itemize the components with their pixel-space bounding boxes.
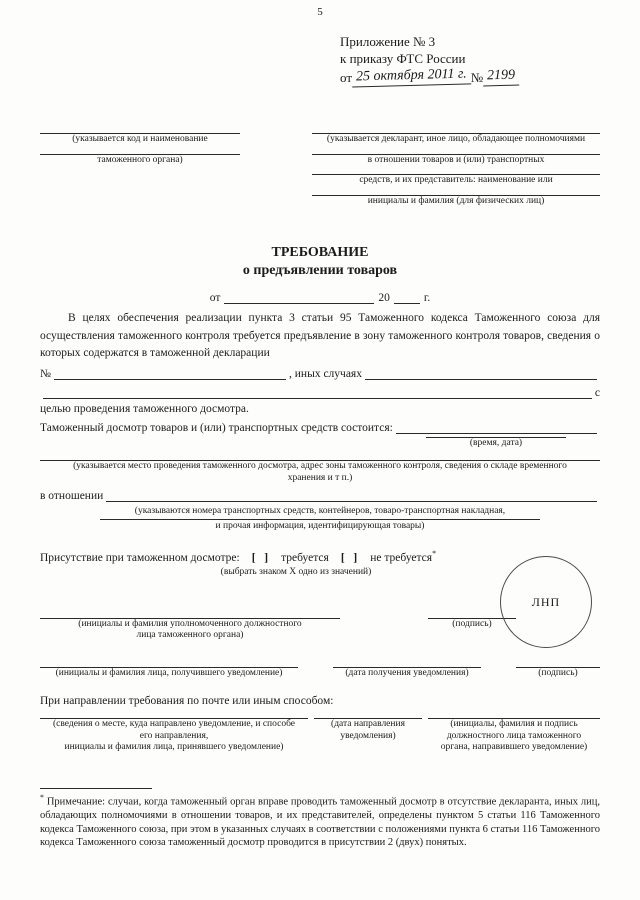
blank-document-year[interactable] (394, 291, 420, 304)
page-number: 5 (317, 6, 323, 18)
option-required-label: требуется (281, 551, 329, 564)
mail-destination-caption-1: (сведения о месте, куда направлено уведомление, и способе (52, 719, 295, 730)
presence-label: Присутствие при таможенном досмотре: (40, 551, 240, 564)
stamp-label: ЛНП (531, 594, 561, 609)
other-cases-label: , иных случаях (289, 367, 362, 380)
customs-authority-field (40, 132, 240, 214)
regarding-label: в отношении (40, 489, 104, 502)
place-caption-line-1: (указывается место проведения таможенного досмотра, адрес зоны таможенного контроля, сведения о складе временного (73, 461, 567, 472)
recipient-signature-caption: (подпись) (538, 667, 578, 678)
document-date-row (40, 291, 600, 304)
order-date-handwritten: 25 октября 2011 г. (352, 66, 471, 88)
footnote-mark: * (40, 793, 44, 803)
number-sign: № (470, 69, 484, 85)
purpose-trailing-word: с (594, 386, 600, 399)
official-name-caption-2: лица таможенного органа) (136, 630, 244, 641)
blank-other-cases[interactable] (365, 367, 597, 380)
official-signature-caption: (подпись) (452, 618, 492, 629)
official-name-caption-1: (инициалы и фамилия уполномоченного должностного (78, 618, 302, 629)
recipient-name-caption: (инициалы и фамилия лица, получившего уведомление) (55, 667, 283, 678)
mail-official-caption-1: (инициалы, фамилия и подпись (450, 719, 578, 730)
top-annotation-fields (40, 132, 600, 214)
date-year-suffix: г. (423, 292, 431, 305)
date-from-label: от (209, 292, 221, 305)
appendix-title: Приложение № 3 (340, 34, 436, 49)
option-not-required-label: не требуется* (370, 548, 437, 564)
regarding-caption-1: (указываются номера транспортных средств, контейнеров, товаро-транспортная накладная, (134, 505, 506, 516)
mail-official-caption-2: должностного лица таможенного (446, 730, 582, 741)
presence-hint: (выбрать знаком Х одно из значений) (220, 566, 372, 577)
mail-destination-caption-3: инициалы и фамилия лица, принявшего уведомление) (64, 742, 284, 753)
document-title-line-1: ТРЕБОВАНИЕ (271, 245, 369, 261)
blank-declaration-number[interactable] (54, 367, 286, 380)
inspection-row (40, 421, 600, 434)
inspection-label: Таможенный досмотр товаров и (или) транспортных средств состоится: (40, 421, 393, 434)
declarant-caption-2: в отношении товаров и (или) транспортных (367, 154, 545, 165)
regarding-row (40, 489, 600, 502)
mail-official-caption-3: органа, направившего уведомление) (440, 742, 588, 753)
customs-authority-caption-2: таможенного органа) (97, 154, 183, 165)
stamp-circle-lnp (500, 556, 592, 648)
document-title (40, 244, 600, 279)
mail-date-caption-1: (дата направления (331, 719, 405, 730)
mail-section-columns (40, 717, 600, 754)
document-title-line-2: о предъявлении товаров (242, 262, 398, 278)
signature-block-recipient (40, 666, 600, 680)
receipt-date-caption: (дата получения уведомления) (345, 667, 469, 678)
regarding-caption-2: и прочая информация, идентифицирующая товары) (215, 521, 425, 532)
appendix-header (340, 34, 610, 86)
order-number-handwritten: 2199 (483, 67, 519, 87)
declarant-caption-1: (указывается декларант, иное лицо, обладающее полномочиями (326, 134, 586, 145)
declaration-number-row (40, 367, 600, 380)
declaration-number-label: № (40, 367, 51, 380)
blank-regarding[interactable] (106, 489, 597, 502)
blank-document-date[interactable] (224, 291, 374, 304)
time-date-caption-block (426, 437, 566, 450)
blank-regarding-line-2[interactable] (100, 518, 540, 520)
purpose-fill-row (40, 386, 600, 399)
declarant-caption-4: инициалы и фамилия (для физических лиц) (367, 195, 545, 206)
date-year-prefix: 20 (378, 292, 390, 305)
order-title: к приказу ФТС России (340, 50, 466, 66)
order-date-line (340, 67, 610, 86)
place-caption-line-2: хранения и т п.) (287, 473, 353, 484)
customs-authority-caption-1: (указывается код и наименование (72, 134, 208, 145)
from-label: от (340, 69, 353, 85)
checkbox-not-required[interactable]: [ ] (340, 551, 359, 564)
declarant-caption-3: средств, и их представитель: наименование или (359, 175, 553, 186)
checkbox-required[interactable]: [ ] (251, 551, 270, 564)
footnote-text: * Примечание: случаи, когда таможенный орган вправе проводить таможенный досмотр в отсутствие декларанта, иных лиц, обладающих полномочиями в отношении товаров, и их представителей, определены пунктом 5 статьи 116 Таможенного кодекса Таможенного союза, при этом в указанных случаях в соответствии с положениями пункта 6 статьи 116 Таможенного кодекса Таможенного союза таможенный досмотр проводится в присутствии 2 (двух) понятых. (40, 793, 600, 849)
time-date-caption: (время, дата) (469, 437, 523, 448)
blank-purpose-continuation[interactable] (43, 386, 592, 399)
intro-paragraph: В целях обеспечения реализации пункта 3 статьи 95 Таможенного кодекса Таможенного союза для осуществления таможенного контроля требуется предъявление в зону таможенного контроля товаров, сведения о которых содержатся в таможенной декларации (40, 312, 600, 360)
purpose-line: целью проведения таможенного досмотра. (40, 402, 249, 415)
declarant-field (312, 132, 600, 214)
footnote-separator (40, 788, 152, 789)
mail-destination-caption-2: его направления, (139, 730, 209, 741)
presence-row (40, 549, 600, 564)
footnote-reference-mark: * (432, 548, 437, 558)
blank-inspection-datetime[interactable] (396, 421, 597, 434)
mail-date-caption-2: уведомления) (340, 730, 396, 741)
mail-section-heading: При направлении требования по почте или иным способом: (40, 695, 334, 708)
